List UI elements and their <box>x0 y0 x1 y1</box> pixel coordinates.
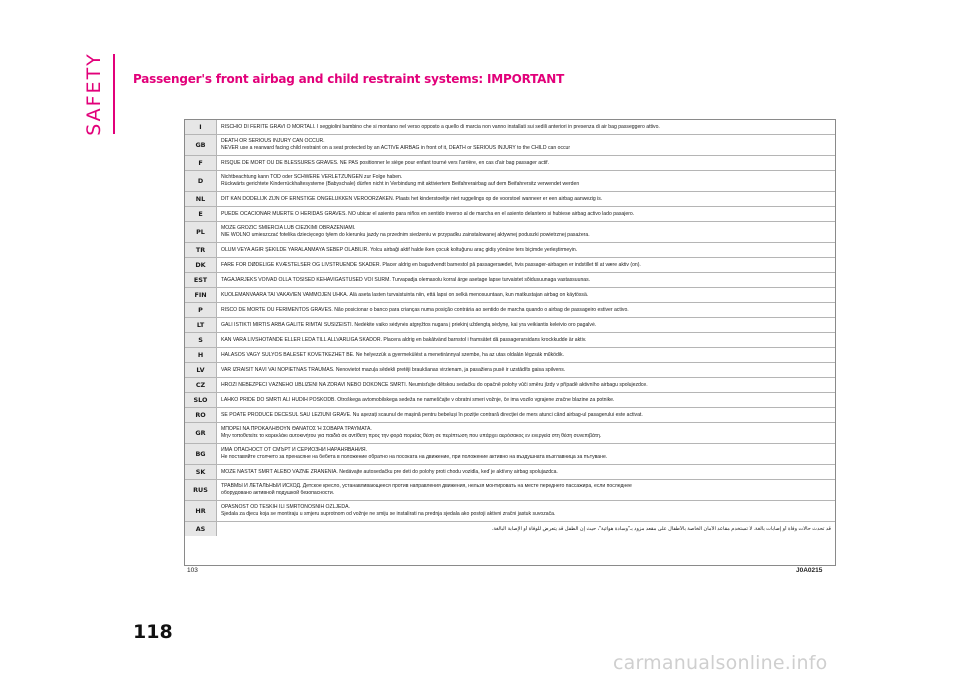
warning-text <box>217 192 836 207</box>
warning-text <box>217 480 836 501</box>
warning-text <box>217 378 836 393</box>
warning-text <box>217 171 836 192</box>
language-code: CZ <box>185 378 217 393</box>
figure-reference: J0A0215 <box>796 567 823 574</box>
table-row <box>185 423 835 444</box>
warning-text-line: ИМА ОПАСНОСТ ОТ СМЪРТ И СЕРИОЗНИ НАРАНЯВАНИЯ. <box>221 447 368 453</box>
section-tab <box>83 52 105 136</box>
language-code: HR <box>185 501 217 522</box>
warning-text-line: Nichtbeachtung kann TOD oder SCHWERE VERLETZUNGEN zur Folge haben. <box>221 174 403 180</box>
warning-text-line: VAR IZRAISĪT NĀVI VAI NOPIETNAS TRAUMAS. Nenovietot mazuļa sēdekli pretēji braukšanas virzienam, ja pasažiera pusē ir uzstādīts gaisa spilvens. <box>221 366 566 373</box>
warning-text <box>217 303 836 318</box>
warning-text-line: HALÁSOS VAGY SÚLYOS BALESET KÖVETKEZHET BE. Ne helyezzük a gyermekülést a menetiránnyal szembe, ha az utas oldalán légzsák működik. <box>221 351 564 358</box>
section-tab-label: SAFETY <box>83 52 105 136</box>
language-code: I <box>185 120 217 135</box>
table-row <box>185 480 835 501</box>
warning-text-line: KUOLEMANVAARA TAI VAKAVIEN VAMMOJEN UHKA. Älä aseta lasten turvaistuinta niin, että lapsi on selkä menosuuntaan, kun matkustajan airbag on käytössä. <box>221 291 589 298</box>
table-row <box>185 120 835 135</box>
warning-text-line: OPASNOST OD TEŠKIH ILI SMRTONOSNIH OZLJEDA. <box>221 504 350 510</box>
warning-text-line: ТРАВМЫ И ЛЕТАЛЬНЫЙ ИСХОД. Детское кресло, устанавливающееся против направления движения, нельзя монтировать на месте переднего пассажира, если последнее <box>221 483 632 489</box>
language-code: SLO <box>185 393 217 408</box>
warning-text-line: GALI IŠTIKTI MIRTIS ARBA GALITE RIMTAI SUSIŽEISTI. Nedėkite vaiko sėdynės atgręžtos nugara į priekinį uždengtą sėdynę, kai yra veikiantis keleivio oro pagalvė. <box>221 321 597 328</box>
table-row <box>185 171 835 192</box>
warning-text <box>217 522 836 537</box>
warning-text-line: DEATH OR SERIOUS INJURY CAN OCCUR. <box>221 138 325 144</box>
warning-text <box>217 258 836 273</box>
table-row <box>185 273 835 288</box>
warning-text-line: ÖLÜM VEYA AĞIR ŞEKİLDE YARALANMAYA SEBEP OLABİLİR. Yolcu airbaği aktif halde iken çocuk koltuğunu araç gidiş yönüne ters biçimde yerleştirmeyin. <box>221 246 578 253</box>
warning-text <box>217 222 836 243</box>
warning-text-line: оборудовано активной подушкой безопасности. <box>221 490 335 496</box>
table-row <box>185 207 835 222</box>
warning-text-line: Sjedala za djecu koja se montiraju u smjeru suprotnom od vožnje ne smiju se instalirati na prednja sjedala ako postoji aktivni zračni jastuk suvozača. <box>221 511 556 517</box>
language-code: F <box>185 156 217 171</box>
warning-text <box>217 135 836 156</box>
warning-text <box>217 156 836 171</box>
warning-text <box>217 288 836 303</box>
warning-text-line: HROZÍ NEBEZPEČÍ VÁŽNÉHO UBLÍŽENÍ NA ZDRAVÍ NEBO DOKONCE SMRTI. Neumisťujte dětskou sedačku do opačně polohy vůči směru jízdy v případě aktivního airbagu spolujezdce. <box>221 381 648 388</box>
table-row <box>185 333 835 348</box>
language-code: D <box>185 171 217 192</box>
table-row <box>185 288 835 303</box>
table-row <box>185 258 835 273</box>
language-code: E <box>185 207 217 222</box>
language-code: DK <box>185 258 217 273</box>
warning-text <box>217 243 836 258</box>
warning-text <box>217 423 836 444</box>
language-code: RUS <box>185 480 217 501</box>
table-row <box>185 408 835 423</box>
warning-text <box>217 348 836 363</box>
warning-text-line: RISQUE DE MORT OU DE BLESSURES GRAVES. NE PAS positionner le siège pour enfant tourné vers l'arrière, en cas d'air bag passager actif. <box>221 159 549 166</box>
table-row <box>185 318 835 333</box>
table-row <box>185 135 835 156</box>
table-row <box>185 348 835 363</box>
warning-text-line: Не поставяйте столчето за пренасяне на бебета в положение обратно на посоката на движение, при положение активно на въздушната възглавница за пътуване. <box>221 454 608 460</box>
warning-text <box>217 120 836 135</box>
page-number: 118 <box>133 621 173 643</box>
table-row <box>185 156 835 171</box>
figure-code: 103 <box>187 567 198 574</box>
language-code: H <box>185 348 217 363</box>
warning-text <box>217 273 836 288</box>
section-divider <box>113 54 115 134</box>
warning-text-line: NEVER use a rearward facing child restraint on a seat protected by an ACTIVE AIRBAG in front of it, DEATH or SERIOUS INJURY to the CHILD can occur <box>221 145 571 151</box>
warning-text-line: KAN VARA LIVSHOTANDE ELLER LEDA TILL ALLVARLIGA SKADOR. Placera aldrig en bakåtvänd barnstol i framsätet då passagerarsidans krockkudde är aktiv. <box>221 336 587 343</box>
table-row <box>185 192 835 207</box>
language-code: S <box>185 333 217 348</box>
warning-text-line: MOŻE GROZIĆ ŚMIERCIA LUB CIEŻKIMI OBRAŻENIAMI. <box>221 225 356 231</box>
page-title: Passenger's front airbag and child restraint systems: IMPORTANT <box>133 72 565 86</box>
table-row <box>185 243 835 258</box>
language-code: TR <box>185 243 217 258</box>
table-row <box>185 522 835 537</box>
table-row <box>185 465 835 480</box>
warning-text <box>217 363 836 378</box>
warning-text-line: ΜΠΟΡΕΙ ΝΑ ΠΡΟΚΑΛΗΘΟΥΝ ΘΑΝΑΤΟΣ Ή ΣΟΒΑΡΑ ΤΡΑΥΜΑΤΑ. <box>221 426 372 432</box>
warning-text <box>217 393 836 408</box>
warning-text <box>217 318 836 333</box>
warning-text-line: RISCO DE MORTE OU FERIMENTOS GRAVES. Não posicionar o banco para crianças numa posição contrária ao sentido de marcha quando o airbag de passageiro estiver activo. <box>221 306 629 313</box>
language-code: RO <box>185 408 217 423</box>
warning-text <box>217 465 836 480</box>
language-code: LT <box>185 318 217 333</box>
warning-text-line: RISCHIO DI FERITE GRAVI O MORTALI. I seggiolini bambino che si montano nel verso opposto a quello di marcia non vanno installati sui sedili anteriori in presenza di air bag passeggero attivo. <box>221 123 660 130</box>
warning-text <box>217 444 836 465</box>
warning-text-line: Μην τοποθετείτε το καρεκλάκι αυτοκινήτου για παιδιά σε αντίθετη προς την φορά πορείας θέση σε περίπτωση που υπάρχει αερόσακος εν ενεργεία στη θέση συνεπιβάτη. <box>221 433 602 439</box>
table-row <box>185 444 835 465</box>
language-code: P <box>185 303 217 318</box>
language-code: SK <box>185 465 217 480</box>
language-code: FIN <box>185 288 217 303</box>
warning-label-figure <box>184 119 836 566</box>
warning-text <box>217 333 836 348</box>
table-row <box>185 378 835 393</box>
table-row <box>185 393 835 408</box>
watermark: carmanualsonline.info <box>613 652 828 674</box>
warning-text-line: DIT KAN DODELIJK ZIJN OF ERNSTIGE ONGELUKKEN VEROORZAKEN. Plaats het kinderstoeltje niet ruggelings op de voorstoel wanneer er een airbag aanwezig is. <box>221 195 603 202</box>
language-code: PL <box>185 222 217 243</box>
language-code: GB <box>185 135 217 156</box>
warning-text-line: PUEDE OCACIONAR MUERTE O HERIDAS GRAVES. NO ubicar el asiento para niños en sentido inverso al de marcha en el asiento delantero si hubiese airbag activo lado pasajero. <box>221 210 635 217</box>
language-warning-table <box>185 120 835 536</box>
warning-text-line: LAHKO PRIDE DO SMRTI ALI HUDIH POŠKODB. Otroškega avtomobilskega sedeža ne nameščajte v obratni smeri vožnje, če ima vozilo vgrajene zračne blazine za potnike. <box>221 396 615 403</box>
warning-text <box>217 207 836 222</box>
language-code: EST <box>185 273 217 288</box>
language-code: NL <box>185 192 217 207</box>
warning-text-line: NIE WOLNO umieszczać fotelika dziecięcego tyłem do kierunku jazdy na przednim siedzeniu w przypadku zainstalowanej aktywnej poduszki powietrznej pasażera. <box>221 232 590 238</box>
warning-text-line: TAGAJÄRJEKS VÕIVAD OLLA TÕSISED KEHAVIGASTUSED VÕI SURM. Turvapadja olemasolu korral ärge asetage lapse turvaistet sõidusuunaga vastassuunas. <box>221 276 591 283</box>
warning-text-line: Rückwärts gerichtete Kinderrückhaltesysteme (Babyschale) dürfen nicht in Verbindung mit aktiviertem Beifahrerairbag auf dem Beifahrersitz verwendet werden <box>221 181 580 187</box>
warning-text-line: MÔŽE NASTAŤ SMRŤ ALEBO VÁŽNE ZRANENIA. Nedávajte autosedačku pre deti do polohy proti chodu vozidla, keď je aktívny airbag spolujazdca. <box>221 468 558 475</box>
warning-text <box>217 408 836 423</box>
language-code: BG <box>185 444 217 465</box>
language-code: GR <box>185 423 217 444</box>
table-row <box>185 222 835 243</box>
language-code: AS <box>185 522 217 537</box>
warning-text-line: FARE FOR DØDELIGE KVÆSTELSER OG LIVSTRUENDE SKADER. Placer aldrig en bagudvendt barnestol på passagersædet, hvis passager-airbagen er indstillet til at være aktiv (on). <box>221 261 641 268</box>
table-row <box>185 303 835 318</box>
warning-text-line: SE POATE PRODUCE DECESUL SAU LEZIUNI GRAVE. Nu așezați scaunul de mașină pentru bebeluși în poziție contrară direcției de mers atunci când airbag-ul pasagerului este activat. <box>221 411 643 418</box>
warning-text-line: قد تحدث حالات وفاة أو إصابات بالغة. لا تستخدم مقاعد الأمان الخاصة بالأطفال على مقعد مزود بـ"وسادة هوائية"، حيث إن الطفل قد يتعرض للوفاة أو الإصابة البالغة. <box>491 525 831 532</box>
table-row <box>185 501 835 522</box>
table-row <box>185 363 835 378</box>
language-code: LV <box>185 363 217 378</box>
warning-text <box>217 501 836 522</box>
